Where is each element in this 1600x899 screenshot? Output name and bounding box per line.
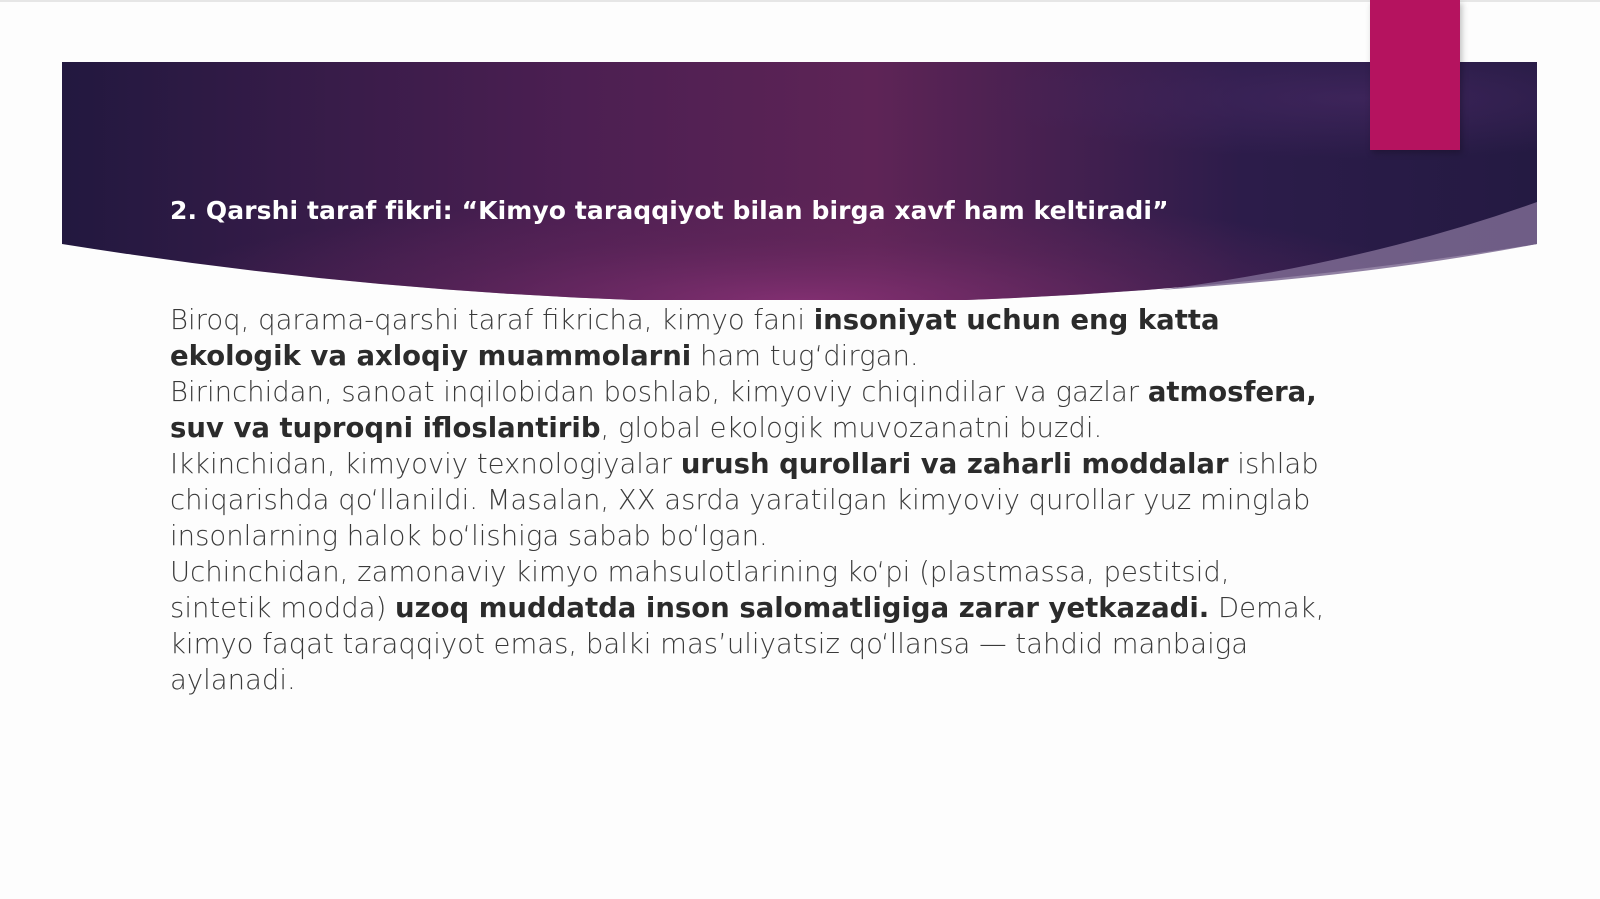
- paragraph-4: [170, 554, 1330, 698]
- paragraph-2-bold: atmosfera, suv va tuproqni ifloslantirib: [170, 376, 1317, 444]
- paragraph-3: [170, 446, 1330, 554]
- paragraph-1: [170, 302, 1330, 374]
- paragraph-3-text-end: ishlab chiqarishda qo‘llanildi. Masalan, XX asrda yaratilgan kimyoviy qurollar yuz minglab insonlarning halok bo‘lishiga sabab bo‘lgan.: [170, 448, 1319, 552]
- paragraph-1-bold: insoniyat uchun eng katta ekologik va axloqiy muammolarni: [170, 304, 1220, 372]
- body-text: [170, 302, 1330, 698]
- paragraph-1-text: Biroq, qarama-qarshi taraf fikricha, kimyo fani: [170, 304, 814, 336]
- title-banner: [0, 0, 1600, 300]
- slide-title: 2. Qarshi taraf fikri: “Kimyo taraqqiyot bilan birga xavf ham keltiradi”: [170, 196, 1169, 225]
- accent-tab: [1370, 0, 1460, 150]
- paragraph-3-bold: urush qurollari va zaharli moddalar: [680, 448, 1229, 480]
- paragraph-4-text: Uchinchidan, zamonaviy kimyo mahsulotlarining ko‘pi (plastmassa, pestitsid, sintetik modda): [170, 556, 1230, 624]
- paragraph-4-text-end: Demak, kimyo faqat taraqqiyot emas, balki mas’uliyatsiz qo‘llansa — tahdid manbaiga aylanadi.: [170, 592, 1325, 696]
- paragraph-1-text-end: ham tug‘dirgan.: [691, 340, 919, 372]
- paragraph-2: [170, 374, 1330, 446]
- paragraph-3-text: Ikkinchidan, kimyoviy texnologiyalar: [170, 448, 681, 480]
- paragraph-2-text: Birinchidan, sanoat inqilobidan boshlab, kimyoviy chiqindilar va gazlar: [170, 376, 1148, 408]
- paragraph-4-bold: uzoq muddatda inson salomatligiga zarar yetkazadi.: [395, 592, 1210, 624]
- paragraph-2-text-end: , global ekologik muvozanatni buzdi.: [600, 412, 1103, 444]
